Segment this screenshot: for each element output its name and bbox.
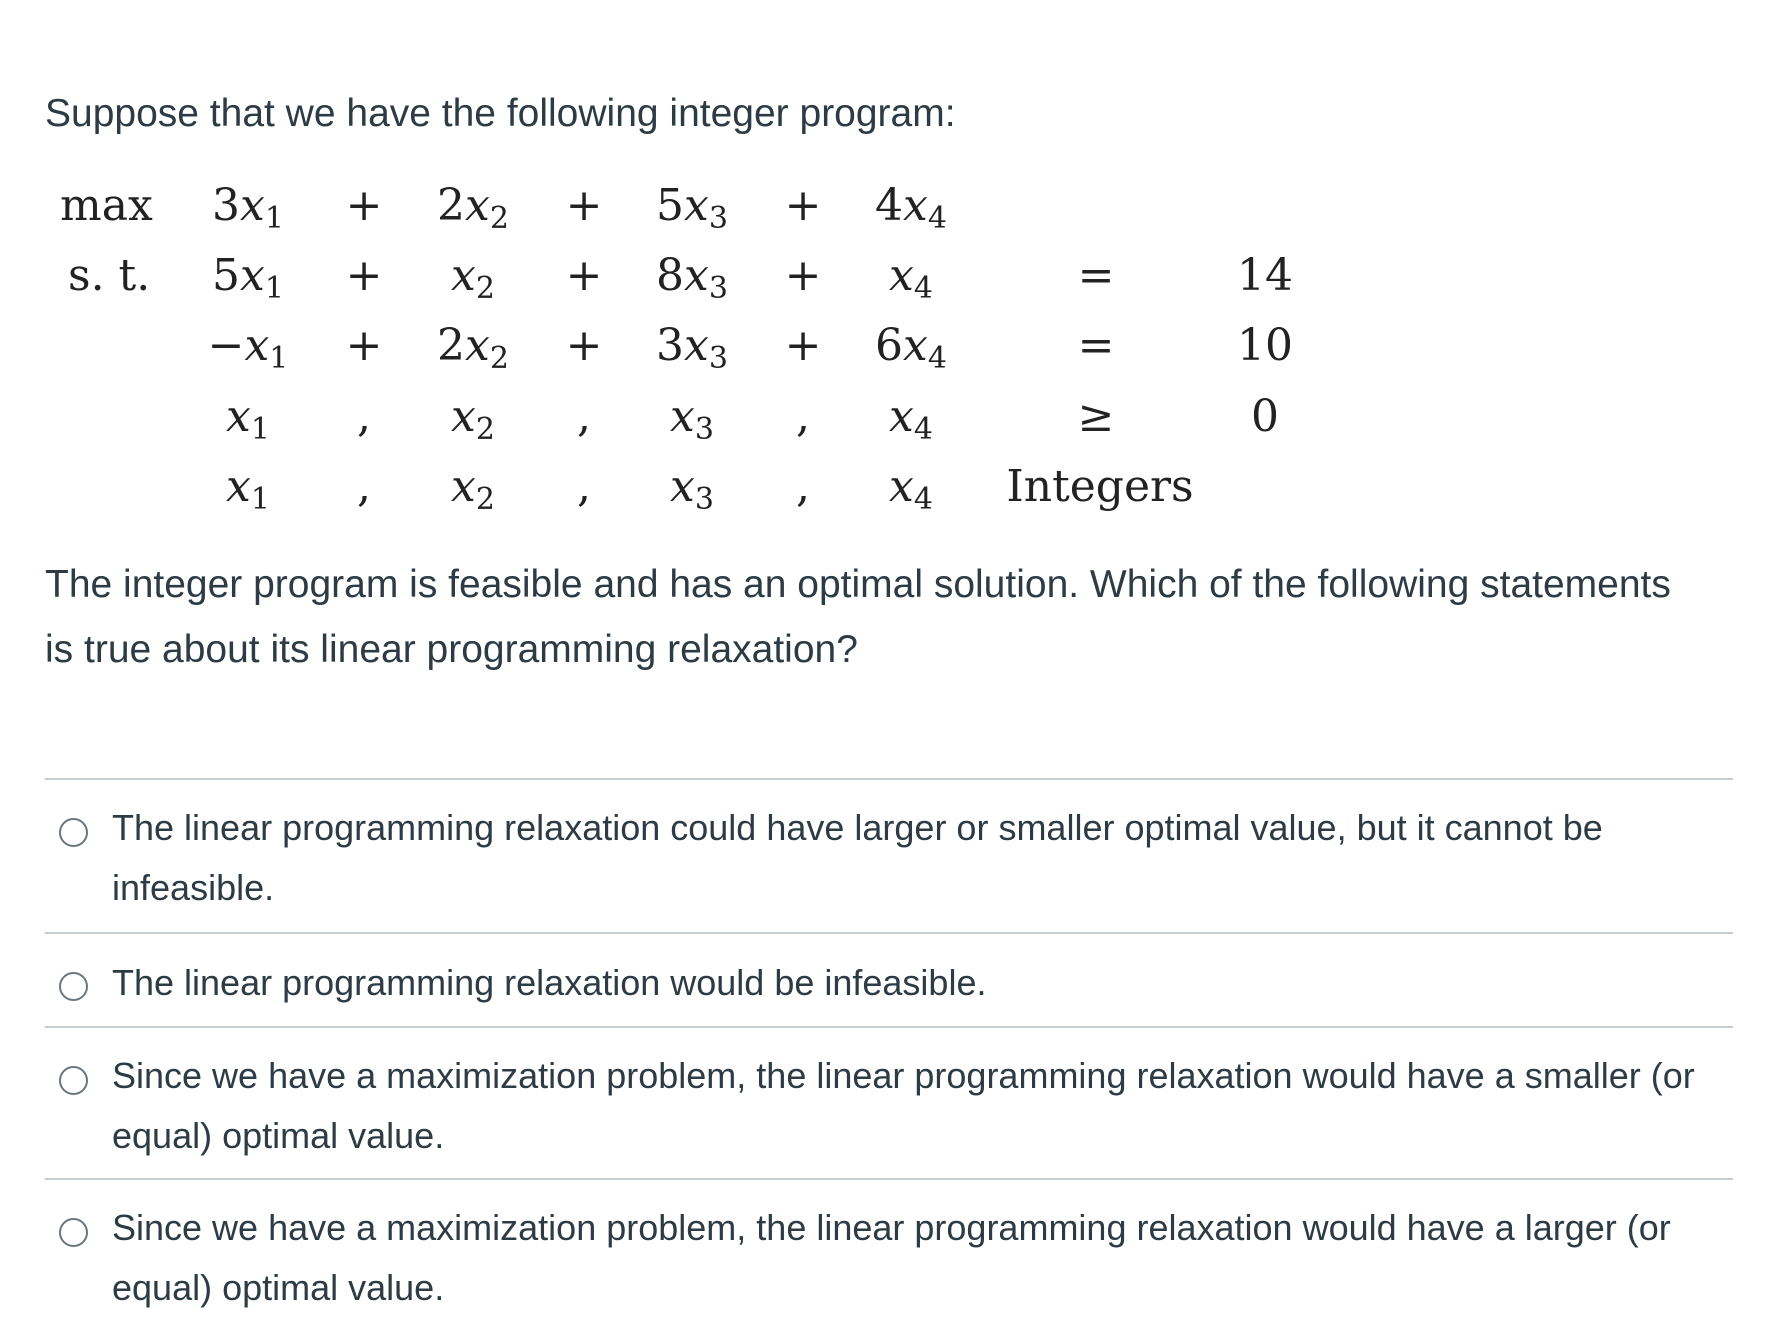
integer-var-4: $x_4$	[889, 461, 933, 517]
answer-label: The linear programming relaxation would be infeasible.	[112, 962, 987, 1003]
constraint1-op-1: +	[345, 250, 383, 301]
constraint1-op-3: +	[784, 250, 822, 301]
constraint1-rhs: 14	[1237, 250, 1293, 301]
integers-label: Integers	[1006, 461, 1194, 512]
constraint2-op-1: +	[345, 320, 383, 371]
question-intro: Suppose that we have the following integer program:	[45, 92, 956, 135]
objective-op-3: +	[784, 180, 822, 231]
nonneg-var-1: $x_1$	[226, 391, 270, 447]
answer-label: The linear programming relaxation could have larger or smaller optimal value, but it cannot be infeasible.	[112, 807, 1603, 908]
answer-label: Since we have a maximization problem, the linear programming relaxation would have a smaller (or equal) optimal value.	[112, 1055, 1695, 1156]
nonneg-relation: ≥	[1077, 391, 1115, 442]
radio-icon[interactable]	[59, 972, 88, 1001]
integer-var-2: $x_2$	[451, 461, 495, 517]
objective-op-1: +	[345, 180, 383, 231]
radio-icon[interactable]	[59, 1066, 88, 1095]
objective-term-3: $5x_3$	[656, 180, 728, 236]
objective-term-2: $2x_2$	[437, 180, 509, 236]
constraint1-term-1: $5x_1$	[212, 250, 284, 306]
nonneg-sep-3: ,	[796, 391, 810, 442]
nonneg-sep-2: ,	[577, 391, 591, 442]
integer-sep-1: ,	[357, 461, 371, 512]
constraint-label: s. t.	[68, 250, 151, 301]
nonneg-sep-1: ,	[357, 391, 371, 442]
integer-sep-2: ,	[577, 461, 591, 512]
nonneg-var-2: $x_2$	[451, 391, 495, 447]
constraint1-term-2: $x_2$	[451, 250, 495, 306]
objective-term-1: $3x_1$	[212, 180, 284, 236]
answer-option-4[interactable]	[45, 1178, 1733, 1328]
objective-term-4: $4x_4$	[875, 180, 947, 236]
constraint2-term-4: $6x_4$	[875, 320, 947, 376]
radio-icon[interactable]	[59, 1218, 88, 1247]
constraint2-term-3: $3x_3$	[656, 320, 728, 376]
constraint2-term-2: $2x_2$	[437, 320, 509, 376]
nonneg-var-3: $x_3$	[670, 391, 714, 447]
constraint1-relation: =	[1077, 250, 1115, 301]
constraint2-op-3: +	[784, 320, 822, 371]
integer-var-1: $x_1$	[226, 461, 270, 517]
answer-option-3[interactable]	[45, 1026, 1733, 1178]
radio-icon[interactable]	[59, 818, 88, 847]
answer-label: Since we have a maximization problem, the linear programming relaxation would have a larger (or equal) optimal value.	[112, 1207, 1671, 1308]
constraint1-term-3: $8x_3$	[656, 250, 728, 306]
integer-program	[0, 0, 1774, 560]
nonneg-var-4: $x_4$	[889, 391, 933, 447]
objective-label: max	[60, 180, 153, 231]
constraint1-term-4: $x_4$	[889, 250, 933, 306]
answer-option-1[interactable]	[45, 778, 1733, 932]
constraint1-op-2: +	[565, 250, 603, 301]
constraint2-rhs: 10	[1237, 320, 1293, 371]
constraint2-relation: =	[1077, 320, 1115, 371]
nonneg-rhs: 0	[1251, 391, 1279, 442]
answer-option-2[interactable]	[45, 932, 1733, 1026]
integer-var-3: $x_3$	[670, 461, 714, 517]
constraint2-term-1: $-x_1$	[207, 320, 289, 376]
question-text: The integer program is feasible and has an optimal solution. Which of the following statements is true about its linear programming relaxation?	[45, 563, 1671, 671]
integer-sep-3: ,	[796, 461, 810, 512]
objective-op-2: +	[565, 180, 603, 231]
constraint2-op-2: +	[565, 320, 603, 371]
